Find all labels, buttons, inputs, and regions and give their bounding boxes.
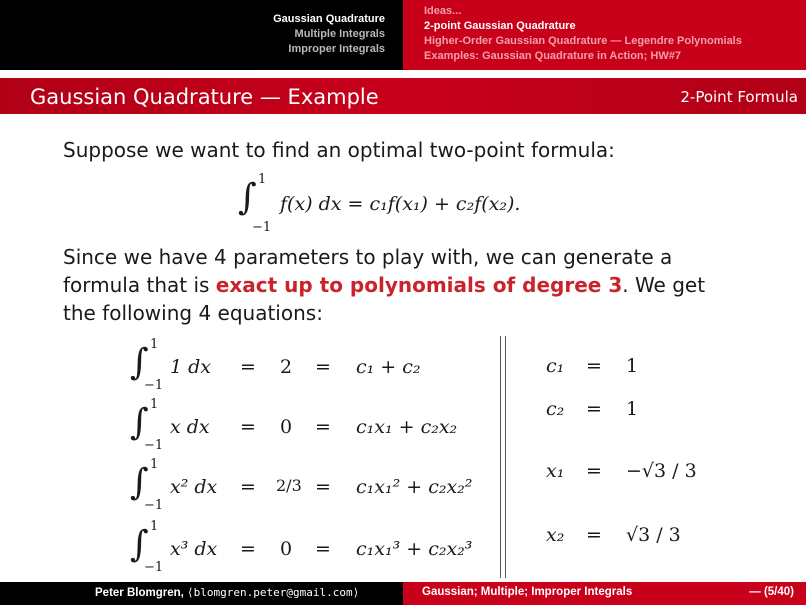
equation-rhs: c₁x₁² + c₂x₂² [356,476,473,498]
nav-section-improper-integrals[interactable]: Improper Integrals [288,43,385,55]
integral-sign: ∫ [130,402,149,443]
footer-title-bar [403,582,806,605]
nav-subsection-ideas[interactable]: Ideas... [424,5,462,17]
nav-section-gaussian-quadrature[interactable]: Gaussian Quadrature [273,13,385,25]
integral-sign: ∫ [130,342,149,383]
nav-sections-panel [0,0,403,70]
nav-subsection-2-point[interactable]: 2-point Gaussian Quadrature [424,20,576,32]
equation-integrand: 1 dx [170,356,212,378]
integral-upper-limit: 1 [258,172,267,187]
solution-var: c₂ [546,398,565,420]
equation-integrand: x³ dx [170,538,218,560]
equals-sign: = [586,460,602,482]
highlight-text: exact up to polynomials of degree 3 [215,273,623,297]
integral-lower-limit: −1 [144,498,164,513]
footer-page-number: — (5/40) [749,586,794,598]
equals-sign: = [586,398,602,420]
frame-title: Gaussian Quadrature — Example [30,85,379,109]
equation-rhs: c₁ + c₂ [356,356,421,378]
body-line-3: the following 4 equations: [63,301,323,325]
footer-author-bar [0,582,403,605]
solution-var: c₁ [546,355,565,377]
footer-email: ⟨blomgren.peter@gmail.com⟩ [187,586,360,599]
solution-var: x₂ [546,524,565,546]
integral-upper-limit: 1 [150,397,159,412]
integral-upper-limit: 1 [150,519,159,534]
nav-subsection-higher-order[interactable]: Higher-Order Gaussian Quadrature — Legendre Polynomials [424,35,742,47]
divider-line [505,336,506,578]
formula-rhs: f(x) dx = c₁f(x₁) + c₂f(x₂). [280,193,521,215]
equation-rhs: c₁x₁³ + c₂x₂³ [356,538,473,560]
equation-value: 2 [280,356,293,378]
integral-upper-limit: 1 [150,457,159,472]
equation-value: 0 [280,416,293,438]
integral-lower-limit: −1 [144,438,164,453]
frame-title-bar [0,78,806,114]
nav-section-multiple-integrals[interactable]: Multiple Integrals [294,28,385,40]
integral-lower-limit: −1 [252,220,272,235]
equals-sign: = [240,416,256,438]
equation-integrand: x dx [170,416,210,438]
equals-sign: = [240,538,256,560]
equals-sign: = [240,476,256,498]
equals-sign: = [315,538,331,560]
frame-subtitle: 2-Point Formula [680,88,798,106]
nav-subsection-examples[interactable]: Examples: Gaussian Quadrature in Action; HW#7 [424,50,681,62]
solution-value: √3 / 3 [626,524,681,546]
integral-lower-limit: −1 [144,560,164,575]
equation-value: 2/3 [276,476,302,495]
nav-subsections-panel [403,0,806,70]
equals-sign: = [240,356,256,378]
solution-var: x₁ [546,460,565,482]
equals-sign: = [586,524,602,546]
divider-line [500,336,501,578]
equation-value: 0 [280,538,293,560]
equation-rhs: c₁x₁ + c₂x₂ [356,416,458,438]
equals-sign: = [586,355,602,377]
solution-value: −√3 / 3 [626,460,697,482]
intro-text: Suppose we want to find an optimal two-point formula: [63,138,615,162]
solution-value: 1 [626,355,639,377]
equals-sign: = [315,416,331,438]
integral-sign: ∫ [130,524,149,565]
equation-integrand: x² dx [170,476,218,498]
solution-value: 1 [626,398,639,420]
integral-sign: ∫ [238,177,257,218]
body-line-1: Since we have 4 parameters to play with, we can generate a [63,245,673,269]
equals-sign: = [315,476,331,498]
body-line-2: formula that is exact up to polynomials of degree 3. We get [63,273,706,297]
footer-author: Peter Blomgren, ⟨blomgren.peter@gmail.com⟩ [95,586,360,599]
integral-lower-limit: −1 [144,378,164,393]
integral-upper-limit: 1 [150,337,159,352]
footer-short-title[interactable]: Gaussian; Multiple; Improper Integrals [422,586,633,598]
equals-sign: = [315,356,331,378]
integral-sign: ∫ [130,462,149,503]
